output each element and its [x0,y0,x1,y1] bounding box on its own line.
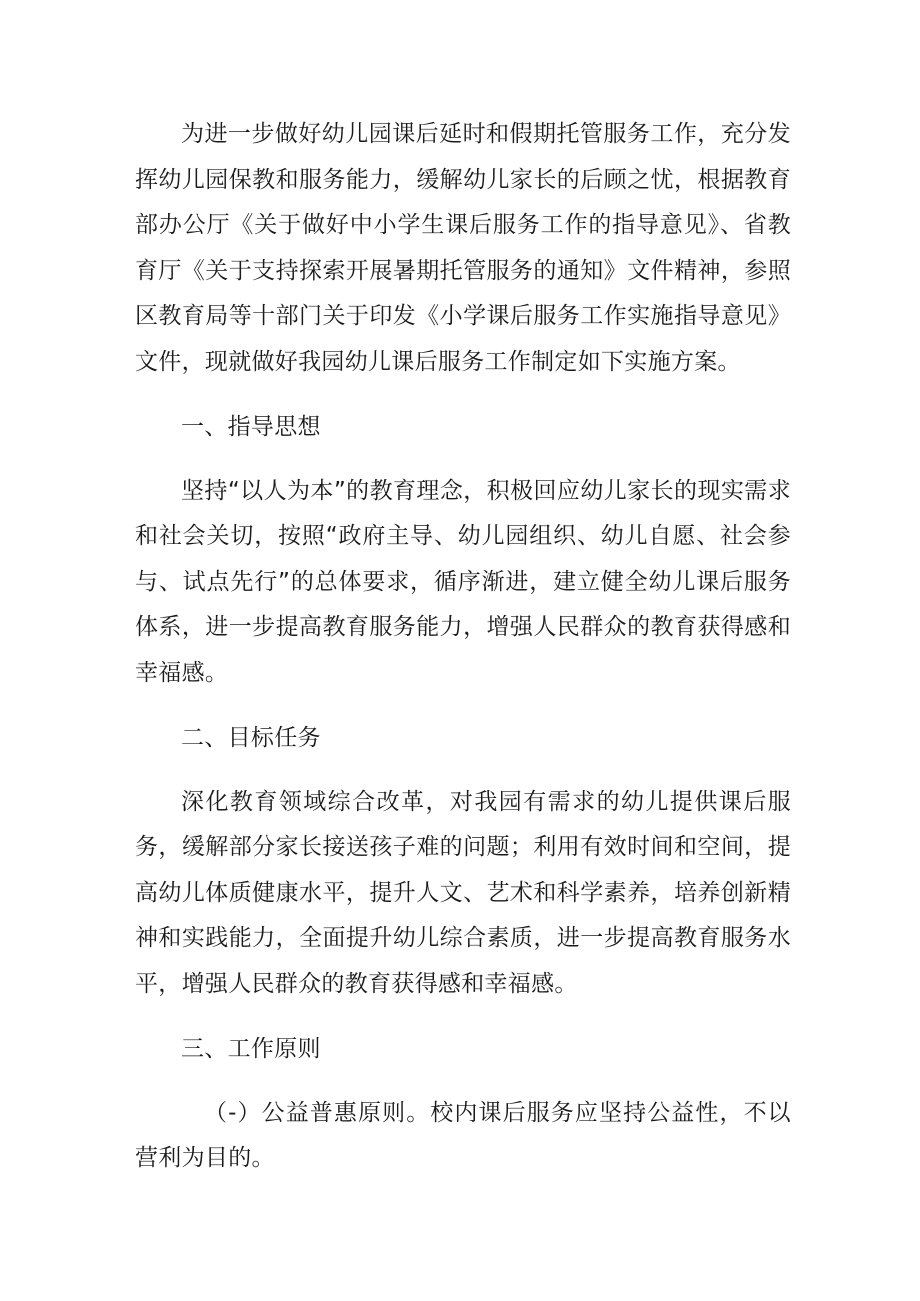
section-heading-guiding-ideology: 一、指导思想 [181,414,321,440]
section-body-goals-tasks: 深化教育领域综合改革，对我园有需求的幼儿提供课后服务，缓解部分家长接送孩子难的问题；利用有效时间和空间，提高幼儿体质健康水平，提升人文、艺术和科学素养，培养创新精神和实践能力，全面提升幼儿综合素质，进一步提高教育服务水平，增强人民群众的教育获得感和幸福感。 [135,788,791,997]
section-heading-work-principles: 三、工作原则 [181,1036,321,1062]
section-body-guiding-ideology: 坚持“以人为本”的教育理念，积极回应幼儿家长的现实需求和社会关切，按照“政府主导、幼儿园组织、幼儿自愿、社会参与、试点先行”的总体要求，循序渐进，建立健全幼儿课后服务体系，进一步提高教育服务能力，增强人民群众的教育获得感和幸福感。 [135,477,791,686]
intro-paragraph: 为进一步做好幼儿园课后延时和假期托管服务工作，充分发挥幼儿园保教和服务能力，缓解幼儿家长的后顾之忧，根据教育部办公厅《关于做好中小学生课后服务工作的指导意见》、省教育厅《关于支持探索开展暑期托管服务的通知》文件精神，参照区教育局等十部门关于印发《小学课后服务工作实施指导意见》文件，现就做好我园幼儿课后服务工作制定如下实施方案。 [135,121,791,375]
document-body [135,112,791,1182]
section-body-work-principles: （-）公益普惠原则。校内课后服务应坚持公益性，不以营利为目的。 [135,1099,791,1171]
section-heading-goals-tasks: 二、目标任务 [181,725,321,751]
